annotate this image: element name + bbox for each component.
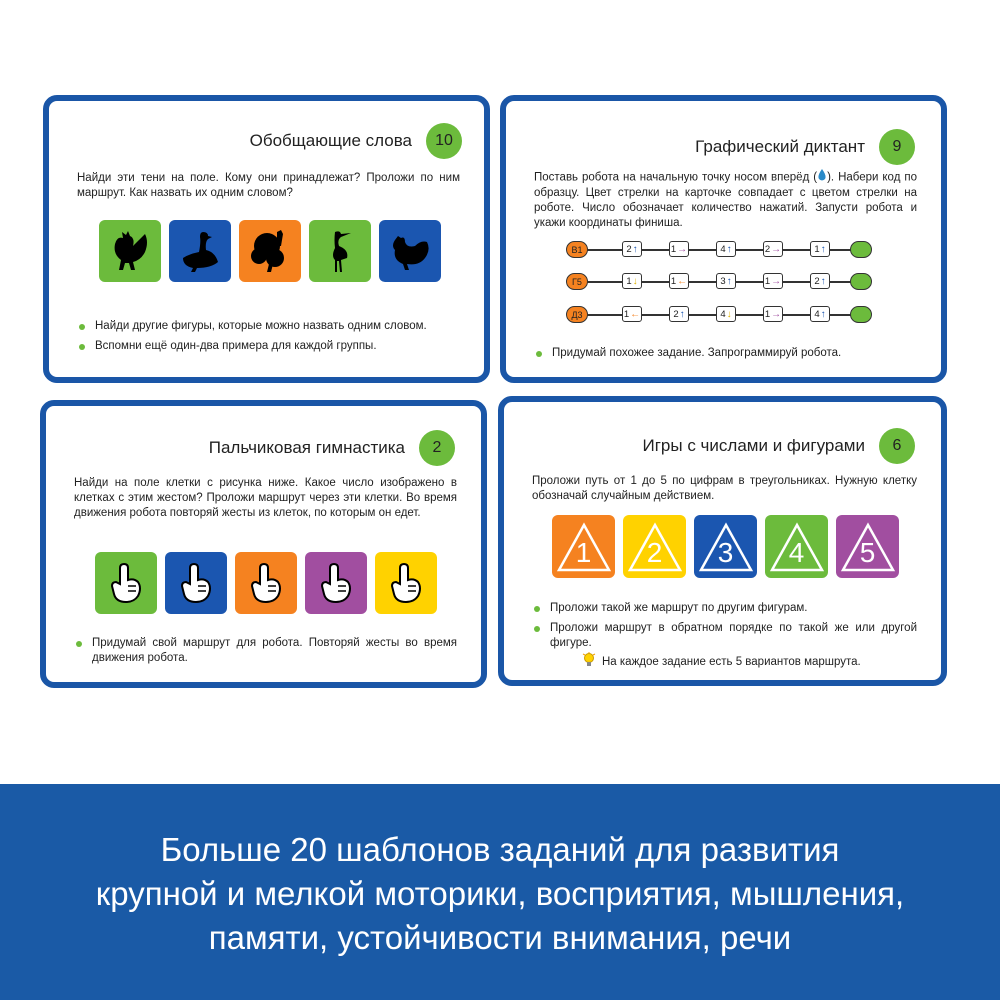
- instruction-text-start: Поставь робота на начальную точку носом вперёд (: [534, 171, 818, 184]
- card-finger-gymnastics: [40, 400, 487, 688]
- card-title: Игры с числами и фигурами: [642, 436, 865, 455]
- step-card: 4 ↓: [716, 306, 736, 322]
- card-instructions: Найди на поле клетки с рисунка ниже. Какое число изображено в клетках с этим жестом? Проложи маршрут через эти клетки. Во время движения робота повторяй жесты из клеток, по которым он едет.: [74, 477, 457, 519]
- step-card: 1 ←: [669, 273, 689, 289]
- step-card: 1 ←: [622, 306, 642, 322]
- banner-line: Больше 20 шаблонов заданий для развития: [160, 831, 840, 868]
- bullet-item: Придумай свой маршрут для робота. Повторяй жесты во время движения робота.: [74, 636, 457, 666]
- triangle-tiles: [552, 515, 899, 578]
- rooster-silhouette-icon: [99, 220, 161, 282]
- step-card: 1 ↑: [810, 241, 830, 257]
- robot-nose-icon: [817, 169, 827, 186]
- card-bullets: [74, 636, 457, 671]
- step-card: 2 ↑: [622, 241, 642, 257]
- step-card: 2 ↑: [810, 273, 830, 289]
- step-card: 1 ↓: [622, 273, 642, 289]
- triangle-number: 3: [717, 537, 734, 568]
- banner-line: крупной и мелкой моторики, восприятия, мышления,: [95, 875, 905, 912]
- card-title: Обобщающие слова: [249, 131, 412, 150]
- triangle-number: 2: [646, 537, 663, 568]
- instruction-text-end: ). Набери код по образцу. Цвет стрелки на карточке совпадает с цветом стрелки на роботе. Число обозначает количество нажатий. Запусти робота и укажи координаты финиша.: [534, 171, 917, 229]
- step-card: 3 ↑: [716, 273, 736, 289]
- card-title: Пальчиковая гимнастика: [208, 438, 405, 457]
- card-number-badge: 9: [879, 129, 915, 165]
- dictation-row-1: [566, 239, 872, 261]
- card-title: Графический диктант: [695, 137, 865, 156]
- card-bullets: [77, 319, 460, 359]
- bullet-item: Найди другие фигуры, которые можно назвать одним словом.: [77, 319, 460, 334]
- card-graphic-dictation: [500, 95, 947, 383]
- peacock-silhouette-icon: [239, 220, 301, 282]
- card-numbers-and-shapes: [498, 396, 947, 686]
- card-header: [250, 123, 462, 159]
- start-point: Г5: [566, 273, 588, 290]
- finish-point: [850, 273, 872, 290]
- finish-point: [850, 241, 872, 258]
- card-number-badge: 2: [419, 430, 455, 466]
- card-bullets: [532, 601, 917, 656]
- finish-point: [850, 306, 872, 323]
- banner-line: памяти, устойчивости внимания, речи: [208, 919, 792, 956]
- dictation-row-2: [566, 271, 872, 293]
- heron-silhouette-icon: [309, 220, 371, 282]
- card-instructions: Найди эти тени на поле. Кому они принадлежат? Проложи по ним маршрут. Как назвать их одним словом?: [77, 172, 460, 199]
- gesture-tiles: [95, 552, 437, 614]
- start-point: В1: [566, 241, 588, 258]
- silhouette-tiles: [99, 220, 441, 282]
- start-point: Д3: [566, 306, 588, 323]
- step-card: 4 ↑: [716, 241, 736, 257]
- triangle-number-tile: [765, 515, 828, 578]
- banner-text: [20, 828, 980, 960]
- tip-text: На каждое задание есть 5 вариантов маршрута.: [602, 655, 861, 668]
- card-bullets: [534, 346, 917, 366]
- bullet-item: Проложи маршрут в обратном порядке по такой же или другой фигуре.: [532, 621, 917, 651]
- hand-gesture-icon: [165, 552, 227, 614]
- triangle-number-tile: [836, 515, 899, 578]
- dictation-row-3: [566, 304, 872, 326]
- step-card: 1 →: [763, 273, 783, 289]
- card-header: [643, 428, 915, 464]
- step-card: 1 →: [763, 306, 783, 322]
- card-instructions: Проложи путь от 1 до 5 по цифрам в треугольниках. Нужную клетку обозначай случайным действием.: [532, 475, 917, 502]
- hand-gesture-icon: [375, 552, 437, 614]
- goose-silhouette-icon: [169, 220, 231, 282]
- card-number-badge: 6: [879, 428, 915, 464]
- tip-row: [582, 652, 861, 671]
- bullet-item: Вспомни ещё один-два примера для каждой группы.: [77, 339, 460, 354]
- triangle-number-tile: [552, 515, 615, 578]
- hand-gesture-icon: [305, 552, 367, 614]
- card-header: [695, 129, 915, 165]
- lightbulb-icon: [582, 652, 596, 671]
- bullet-item: Придумай похожее задание. Запрограммируй робота.: [534, 346, 917, 361]
- card-header: [209, 430, 455, 466]
- step-card: 2 →: [763, 241, 783, 257]
- triangle-number: 1: [575, 537, 592, 568]
- hand-gesture-icon: [95, 552, 157, 614]
- bullet-item: Проложи такой же маршрут по другим фигурам.: [532, 601, 917, 616]
- hen-silhouette-icon: [379, 220, 441, 282]
- hand-gesture-icon: [235, 552, 297, 614]
- card-number-badge: 10: [426, 123, 462, 159]
- step-card: 1 →: [669, 241, 689, 257]
- step-card: 4 ↑: [810, 306, 830, 322]
- card-instructions: [534, 169, 917, 231]
- triangle-number-tile: [623, 515, 686, 578]
- card-generalizing-words: [43, 95, 490, 383]
- triangle-number: 5: [859, 537, 876, 568]
- triangle-number: 4: [788, 537, 805, 568]
- triangle-number-tile: [694, 515, 757, 578]
- step-card: 2 ↑: [669, 306, 689, 322]
